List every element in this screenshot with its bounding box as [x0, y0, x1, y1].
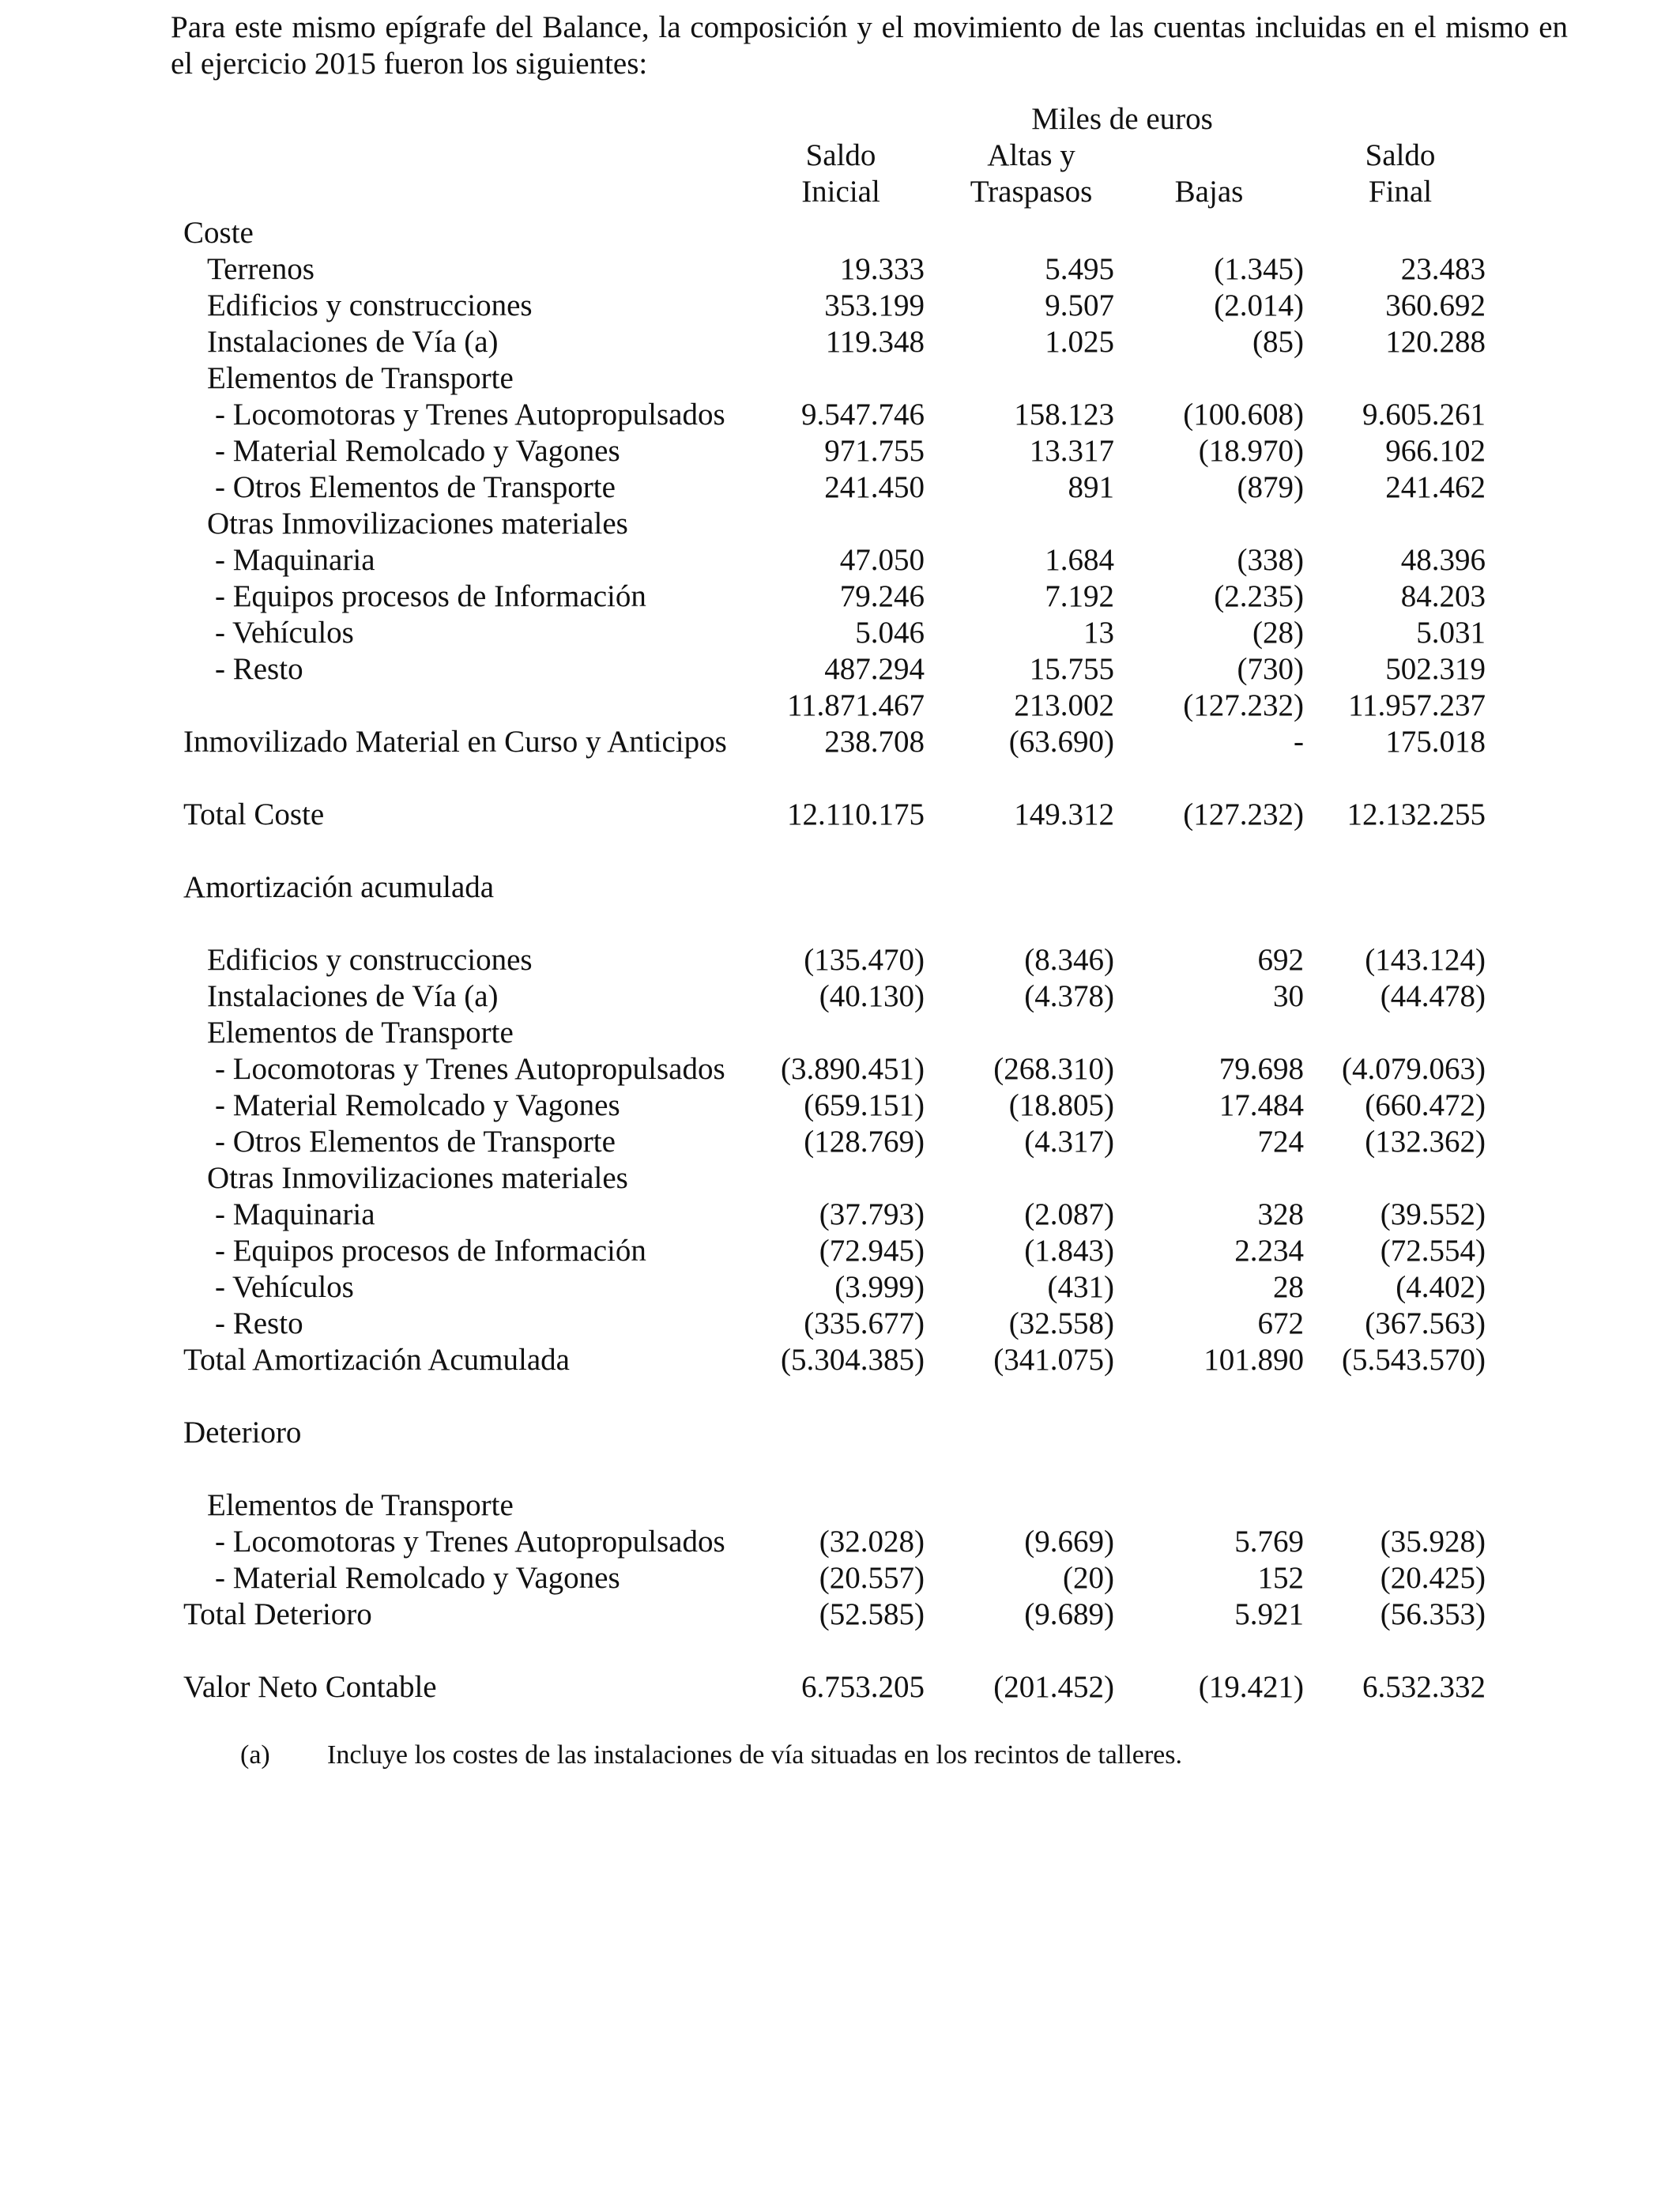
row-value: 152	[1257, 1561, 1304, 1595]
row-value: 5.495	[1045, 252, 1114, 286]
row-label: Instalaciones de Vía (a)	[207, 979, 499, 1013]
row-value: (128.769)	[804, 1125, 925, 1159]
row-label: Inmovilizado Material en Curso y Anticipos	[183, 725, 727, 759]
row-value: (18.805)	[1008, 1088, 1114, 1122]
table-row	[0, 1487, 1680, 1524]
row-value: (100.608)	[1183, 398, 1304, 432]
row-value: 360.692	[1385, 288, 1486, 322]
table-row	[0, 1415, 1680, 1451]
row-value: 12.132.255	[1347, 797, 1486, 831]
row-value: (32.558)	[1008, 1306, 1114, 1340]
row-value: 120.288	[1385, 325, 1486, 359]
row-value: 9.547.746	[801, 398, 925, 432]
row-value: (660.472)	[1365, 1088, 1486, 1122]
row-value: 966.102	[1385, 434, 1486, 468]
row-value: 9.605.261	[1362, 398, 1486, 432]
row-label: - Locomotoras y Trenes Autopropulsados	[215, 398, 725, 432]
row-value: 30	[1273, 979, 1304, 1013]
row-value: (659.151)	[804, 1088, 925, 1122]
table-row	[0, 1015, 1680, 1051]
row-value: 502.319	[1385, 652, 1486, 686]
row-value: (20.425)	[1380, 1561, 1486, 1595]
row-value: 149.312	[1014, 797, 1114, 831]
row-value: 6.753.205	[801, 1670, 925, 1704]
column-header-line: Inicial	[801, 175, 880, 209]
units-header: Miles de euros	[1031, 102, 1213, 136]
row-value: (335.677)	[804, 1306, 925, 1340]
row-value: 724	[1257, 1125, 1304, 1159]
row-value: 7.192	[1045, 579, 1114, 613]
row-label: - Material Remolcado y Vagones	[215, 434, 620, 468]
table-row	[0, 397, 1680, 433]
row-value: (1.843)	[1024, 1234, 1114, 1268]
row-label: - Otros Elementos de Transporte	[215, 1125, 616, 1159]
row-label: - Equipos procesos de Información	[215, 1234, 646, 1268]
row-value: 119.348	[825, 325, 925, 359]
row-value: (135.470)	[804, 943, 925, 977]
row-value: (39.552)	[1380, 1197, 1486, 1231]
row-value: 79.246	[839, 579, 925, 613]
table-row	[0, 1233, 1680, 1269]
row-value: 5.046	[855, 616, 925, 650]
row-value: (431)	[1047, 1270, 1114, 1304]
row-value: (338)	[1237, 543, 1304, 577]
column-header-saldo-final	[1321, 138, 1479, 210]
table-row	[0, 1269, 1680, 1306]
table-row	[0, 1160, 1680, 1197]
row-value: (37.793)	[819, 1197, 925, 1231]
row-value: (72.554)	[1380, 1234, 1486, 1268]
row-value: (367.563)	[1365, 1306, 1486, 1340]
row-value: 13.317	[1029, 434, 1114, 468]
row-value: 328	[1257, 1197, 1304, 1231]
row-label: Otras Inmovilizaciones materiales	[207, 1161, 628, 1195]
row-value: 692	[1257, 943, 1304, 977]
row-value: 47.050	[839, 543, 925, 577]
row-label: - Material Remolcado y Vagones	[215, 1088, 620, 1122]
row-value: 1.684	[1045, 543, 1114, 577]
table-row	[0, 506, 1680, 542]
table-row	[0, 724, 1680, 760]
row-label: Elementos de Transporte	[207, 1488, 514, 1522]
row-value: 5.921	[1234, 1597, 1304, 1631]
row-value: 238.708	[824, 725, 925, 759]
row-label: Otras Inmovilizaciones materiales	[207, 507, 628, 541]
column-header-line: Saldo	[805, 138, 876, 172]
row-value: 6.532.332	[1362, 1670, 1486, 1704]
row-label: - Resto	[215, 652, 303, 686]
row-label: Elementos de Transporte	[207, 1016, 514, 1050]
table-row	[0, 542, 1680, 579]
row-value: (3.890.451)	[781, 1052, 925, 1086]
row-label: Instalaciones de Vía (a)	[207, 325, 499, 359]
column-header-line: Saldo	[1365, 138, 1436, 172]
row-value: (132.362)	[1365, 1125, 1486, 1159]
table-row	[0, 1051, 1680, 1088]
row-value: -	[1294, 725, 1304, 759]
row-value: (127.232)	[1183, 797, 1304, 831]
row-label: Total Coste	[183, 797, 325, 831]
row-value: 5.031	[1416, 616, 1486, 650]
table-row	[0, 1596, 1680, 1633]
table-row	[0, 324, 1680, 360]
table-row	[0, 1088, 1680, 1124]
row-value: (63.690)	[1008, 725, 1114, 759]
row-value: 79.698	[1219, 1052, 1304, 1086]
row-value: (268.310)	[993, 1052, 1114, 1086]
table-row	[0, 688, 1680, 724]
row-value: (4.378)	[1024, 979, 1114, 1013]
table-row	[0, 1124, 1680, 1160]
column-header-line: Bajas	[1174, 175, 1244, 209]
row-value: (56.353)	[1380, 1597, 1486, 1631]
row-value: (44.478)	[1380, 979, 1486, 1013]
row-label: - Otros Elementos de Transporte	[215, 470, 616, 504]
row-label: - Locomotoras y Trenes Autopropulsados	[215, 1525, 725, 1559]
row-value: 2.234	[1234, 1234, 1304, 1268]
row-value: (341.075)	[993, 1343, 1114, 1377]
row-value: (19.421)	[1198, 1670, 1304, 1704]
column-header-line: Final	[1368, 175, 1433, 209]
row-value: 17.484	[1219, 1088, 1304, 1122]
column-header-bajas	[1130, 174, 1288, 210]
table-row	[0, 615, 1680, 651]
row-label: - Vehículos	[215, 616, 354, 650]
row-value: 11.871.467	[786, 688, 925, 722]
row-value: 84.203	[1400, 579, 1486, 613]
row-value: 487.294	[824, 652, 925, 686]
table-row	[0, 797, 1680, 833]
table-row	[0, 1306, 1680, 1342]
row-value: (201.452)	[993, 1670, 1114, 1704]
row-value: 12.110.175	[786, 797, 925, 831]
row-label: - Resto	[215, 1306, 303, 1340]
row-value: 23.483	[1400, 252, 1486, 286]
row-value: 158.123	[1014, 398, 1114, 432]
row-label: Valor Neto Contable	[183, 1670, 437, 1704]
table-row	[0, 1197, 1680, 1233]
row-value: 1.025	[1045, 325, 1114, 359]
column-header-saldo-inicial	[762, 138, 920, 210]
row-value: (8.346)	[1024, 943, 1114, 977]
row-value: (28)	[1252, 616, 1304, 650]
row-label: Elementos de Transporte	[207, 361, 514, 395]
row-value: (127.232)	[1183, 688, 1304, 722]
row-value: 101.890	[1203, 1343, 1304, 1377]
row-value: 48.396	[1400, 543, 1486, 577]
row-value: (4.317)	[1024, 1125, 1114, 1159]
table-row	[0, 215, 1680, 251]
row-label: Coste	[183, 216, 254, 250]
row-value: 28	[1273, 1270, 1304, 1304]
row-value: 891	[1068, 470, 1114, 504]
row-value: 241.462	[1385, 470, 1486, 504]
table-row	[0, 360, 1680, 397]
row-value: (879)	[1237, 470, 1304, 504]
row-value: 353.199	[824, 288, 925, 322]
table-row	[0, 1669, 1680, 1706]
row-label: - Locomotoras y Trenes Autopropulsados	[215, 1052, 725, 1086]
row-value: (20)	[1063, 1561, 1114, 1595]
row-label: Deterioro	[183, 1416, 302, 1449]
row-value: (1.345)	[1214, 252, 1304, 286]
row-label: - Material Remolcado y Vagones	[215, 1561, 620, 1595]
row-label: Edificios y construcciones	[207, 943, 533, 977]
row-value: 19.333	[839, 252, 925, 286]
row-value: 213.002	[1014, 688, 1114, 722]
row-value: (2.087)	[1024, 1197, 1114, 1231]
row-value: (35.928)	[1380, 1525, 1486, 1559]
row-value: (3.999)	[834, 1270, 925, 1304]
footnote-mark: (a)	[240, 1740, 270, 1770]
row-value: 11.957.237	[1347, 688, 1486, 722]
row-label: - Vehículos	[215, 1270, 354, 1304]
row-value: (52.585)	[819, 1597, 925, 1631]
row-label: Total Deterioro	[183, 1597, 372, 1631]
row-label: Edificios y construcciones	[207, 288, 533, 322]
row-value: (18.970)	[1198, 434, 1304, 468]
row-value: (2.014)	[1214, 288, 1304, 322]
table-row	[0, 579, 1680, 615]
row-value: (72.945)	[819, 1234, 925, 1268]
row-value: 672	[1257, 1306, 1304, 1340]
footnote-text: Incluye los costes de las instalaciones de vía situadas en los recintos de talleres.	[327, 1740, 1183, 1770]
row-value: (9.669)	[1024, 1525, 1114, 1559]
row-value: (9.689)	[1024, 1597, 1114, 1631]
row-value: 175.018	[1385, 725, 1486, 759]
row-label: - Equipos procesos de Información	[215, 579, 646, 613]
row-value: (20.557)	[819, 1561, 925, 1595]
table-row	[0, 433, 1680, 469]
row-value: (32.028)	[819, 1525, 925, 1559]
table-row	[0, 469, 1680, 506]
table-row	[0, 1342, 1680, 1378]
row-label: - Maquinaria	[215, 543, 375, 577]
row-value: (5.543.570)	[1342, 1343, 1486, 1377]
row-value: (4.079.063)	[1342, 1052, 1486, 1086]
column-header-line: Altas y	[987, 138, 1075, 172]
row-value: 9.507	[1045, 288, 1114, 322]
table-row	[0, 1524, 1680, 1560]
row-value: (4.402)	[1396, 1270, 1486, 1304]
row-value: (5.304.385)	[781, 1343, 925, 1377]
table-row	[0, 978, 1680, 1015]
row-value: 971.755	[824, 434, 925, 468]
table-row	[0, 942, 1680, 978]
table-row	[0, 869, 1680, 906]
row-label: Terrenos	[207, 252, 315, 286]
column-header-altas	[940, 138, 1122, 210]
row-value: (40.130)	[819, 979, 925, 1013]
intro-paragraph: Para este mismo epígrafe del Balance, la composición y el movimiento de las cuentas incluidas en el mismo en el ejercicio 2015 fueron los siguientes:	[171, 10, 1568, 81]
table-row	[0, 1560, 1680, 1596]
row-value: (730)	[1237, 652, 1304, 686]
row-value: 15.755	[1029, 652, 1114, 686]
table-row	[0, 251, 1680, 288]
table-row	[0, 651, 1680, 688]
row-value: (143.124)	[1365, 943, 1486, 977]
row-value: 241.450	[824, 470, 925, 504]
column-header-line: Traspasos	[970, 175, 1093, 209]
row-value: 13	[1083, 616, 1114, 650]
table-row	[0, 288, 1680, 324]
row-label: Amortización acumulada	[183, 870, 495, 904]
row-label: - Maquinaria	[215, 1197, 375, 1231]
row-value: (85)	[1252, 325, 1304, 359]
row-value: 5.769	[1234, 1525, 1304, 1559]
row-label: Total Amortización Acumulada	[183, 1343, 570, 1377]
row-value: (2.235)	[1214, 579, 1304, 613]
